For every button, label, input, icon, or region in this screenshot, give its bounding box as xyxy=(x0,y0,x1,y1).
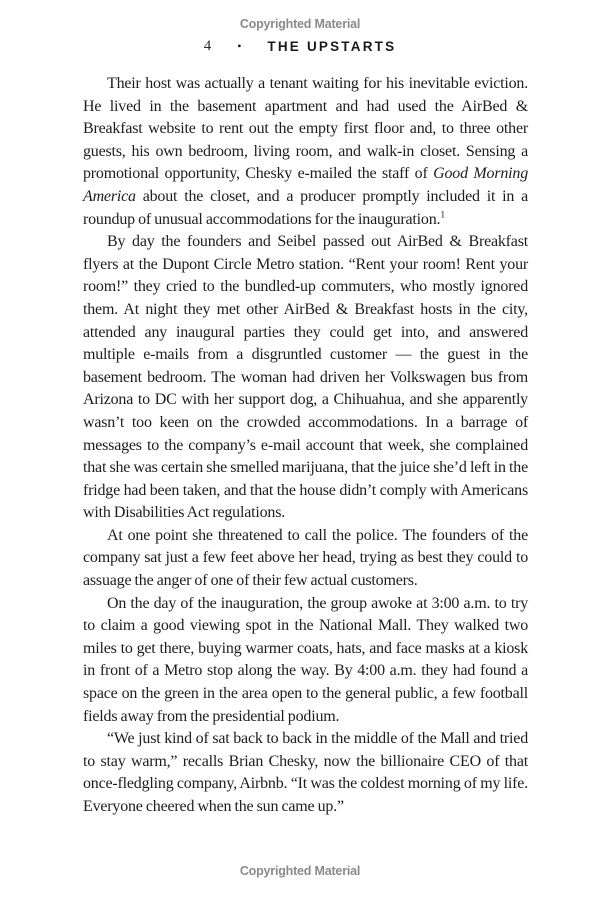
book-title: THE UPSTARTS xyxy=(267,39,397,54)
footnote-marker: 1 xyxy=(440,210,445,221)
page-body-text xyxy=(83,73,528,819)
paragraph-3: At one point she threatened to call the police. The founders of the company sat just a few feet above her head, trying as best they could to assuage the anger of one of their few actual customers. xyxy=(83,526,528,590)
paragraph-1 xyxy=(83,73,528,231)
page-number: 4 xyxy=(203,38,212,54)
paragraph-1-text-after: about the closet, and a producer promptly included it in a roundup of unusual accommodations for the inauguration. xyxy=(83,187,528,228)
copyright-notice-top: Copyrighted Material xyxy=(239,17,361,31)
copyright-notice-bottom: Copyrighted Material xyxy=(239,864,361,878)
paragraph-2: By day the founders and Seibel passed out AirBed & Breakfast flyers at the Dupont Circle Metro station. “Rent your room! Rent your room!” they cried to the bundled-up commuters, who mostly ignored them. At night they met other AirBed & Breakfast hosts in the city, attended any inaugural parties they could get into, and answered multiple e-mails from a disgruntled customer — the guest in the basement bedroom. The woman had driven her Volkswagen bus from Arizona to DC with her support dog, a Chihuahua, and she apparently wasn’t too keen on the crowded accommodations. In a barrage of messages to the company’s e-mail account that week, she complained that she was certain she smelled marijuana, that the juice she’d left in the fridge had been taken, and that the house didn’t comply with Americans with Disabilities Act regulations. xyxy=(83,233,528,522)
paragraph-5: “We just kind of sat back to back in the middle of the Mall and tried to stay warm,” recalls Brian Chesky, now the billionaire CEO of that once-fledgling company, Airbnb. “It was the coldest morning of my life. Everyone cheered when the sun came up.” xyxy=(83,730,528,815)
paragraph-4: On the day of the inauguration, the group awoke at 3:00 a.m. to try to claim a good viewing spot in the National Mall. They walked two miles to get there, buying warmer coats, hats, and face masks at a kiosk in front of a Metro stop along the way. By 4:00 a.m. they had found a space on the green in the area open to the general public, a few football fields away from the presidential podium. xyxy=(83,594,528,725)
running-header xyxy=(0,38,600,55)
show-title-italic: Good Morning America xyxy=(83,165,528,205)
header-bullet-separator: • xyxy=(237,39,242,53)
paragraph-1-text-before: Their host was actually a tenant waiting for his inevitable eviction. He lived in the basement apartment and had used the AirBed & Breakfast website to rent out the empty first floor and, to three other guests, his own bedroom, living room, and walk-in closet. Sensing a promotional opportunity, Chesky e-mailed the staff of xyxy=(83,75,528,183)
